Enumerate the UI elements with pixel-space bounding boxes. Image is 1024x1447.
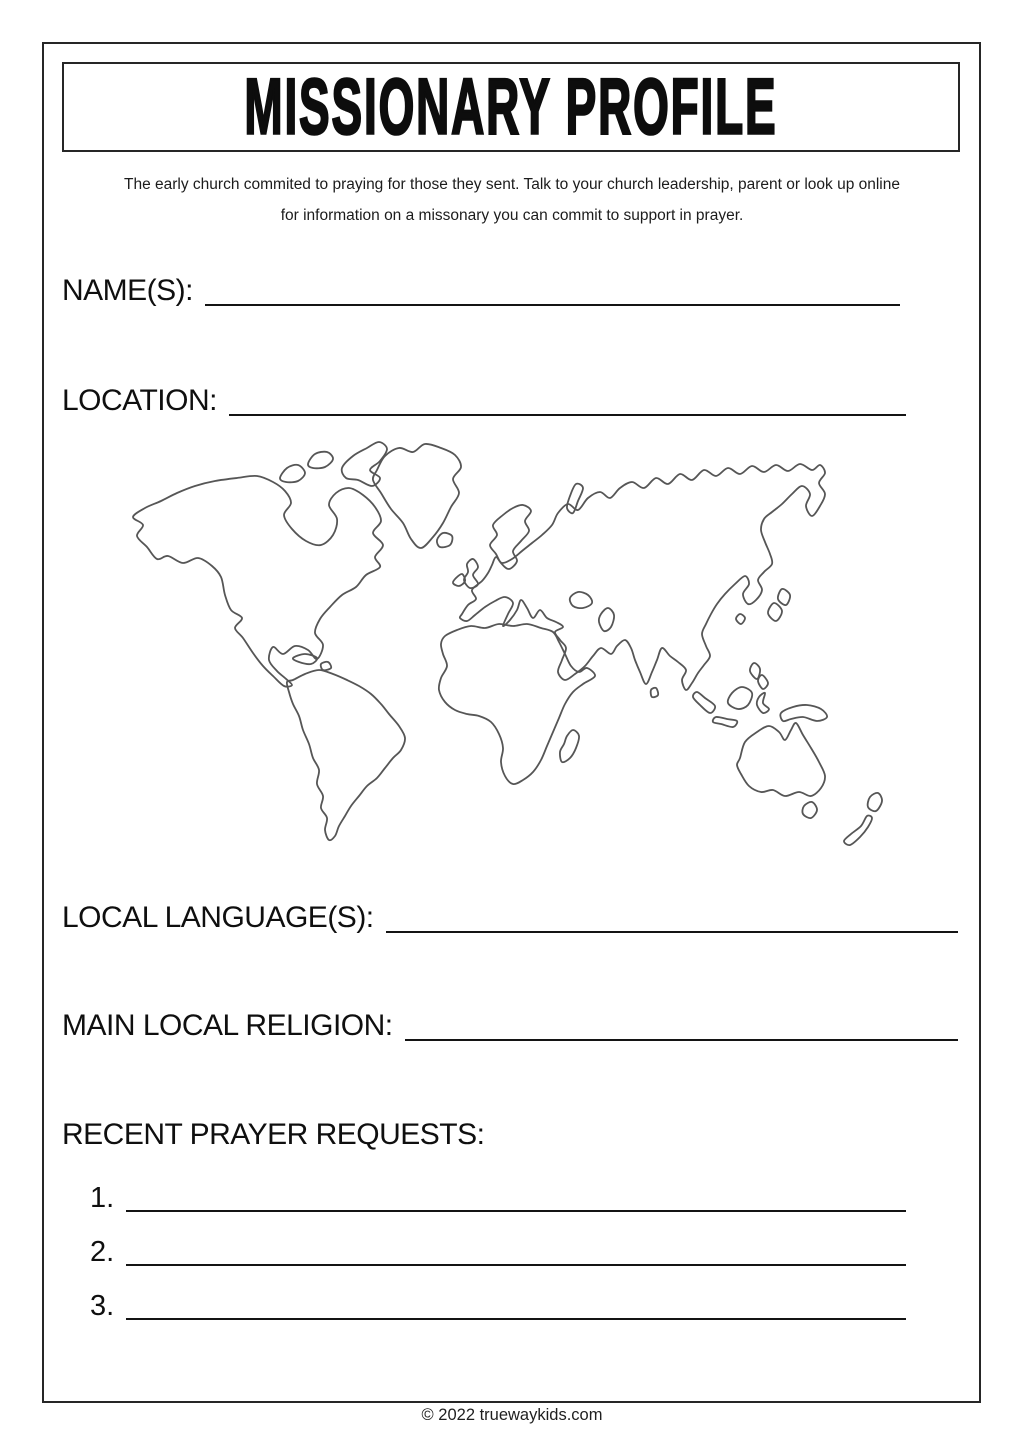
prayer-request-number-1: 1. <box>90 1182 115 1214</box>
map-landmass-outline <box>560 730 579 762</box>
intro-line-2: for information on a missonary you can commit to support in prayer. <box>280 207 744 224</box>
intro-text <box>62 169 962 231</box>
map-landmass-outline <box>437 533 453 547</box>
map-landmass-outline <box>693 692 715 713</box>
map-landmass-outline <box>868 793 882 811</box>
location-field <box>62 384 906 419</box>
prayer-requests-label: RECENT PRAYER REQUESTS: <box>62 1118 485 1151</box>
map-landmass-outline <box>133 476 383 687</box>
map-landmass-outline <box>758 675 768 689</box>
prayer-request-line-3 <box>126 1318 906 1320</box>
footer-credit: © 2022 truewaykids.com <box>421 1406 603 1424</box>
prayer-request-number-3: 3. <box>90 1290 115 1322</box>
map-landmass-outline <box>757 693 769 713</box>
religion-field <box>62 1009 958 1044</box>
map-landmass-outline <box>599 608 614 631</box>
map-landmass-outline <box>737 723 825 796</box>
map-landmass-outline <box>713 717 737 727</box>
name-field <box>62 274 900 309</box>
map-landmass-outline <box>439 624 595 784</box>
map-landmass-outline <box>293 654 317 664</box>
religion-write-line <box>405 1039 958 1041</box>
language-label: LOCAL LANGUAGE(S): <box>62 901 374 934</box>
prayer-request-line-1 <box>126 1210 906 1212</box>
language-field <box>62 901 958 936</box>
prayer-request-row-2 <box>90 1236 906 1269</box>
map-landmass-outline <box>321 662 331 670</box>
map-landmass-outline <box>844 816 872 846</box>
title-box <box>62 62 960 152</box>
prayer-request-line-2 <box>126 1264 906 1266</box>
map-landmass-outline <box>373 444 461 548</box>
page-title: MISSIONARY PROFILE <box>244 62 778 151</box>
religion-label: MAIN LOCAL RELIGION: <box>62 1009 393 1042</box>
world-map <box>115 418 925 878</box>
map-landmass-outline <box>651 688 658 697</box>
map-landmass-outline <box>460 464 825 690</box>
map-landmass-outline <box>802 802 817 818</box>
map-landmass-outline <box>308 452 333 469</box>
intro-line-1: The early church commited to praying for those they sent. Talk to your church leadership, parent or look up online <box>124 176 900 193</box>
prayer-request-row-1 <box>90 1182 906 1215</box>
map-landmass-outline <box>280 465 305 483</box>
name-write-line <box>205 304 900 306</box>
prayer-request-number-2: 2. <box>90 1236 115 1268</box>
prayer-request-row-3 <box>90 1290 906 1323</box>
location-label: LOCATION: <box>62 384 217 417</box>
language-write-line <box>386 931 958 933</box>
map-landmass-outline <box>780 705 827 721</box>
map-landmass-outline <box>464 559 478 588</box>
name-label: NAME(S): <box>62 274 193 307</box>
world-map-svg <box>115 418 925 878</box>
map-landmass-outline <box>570 592 592 608</box>
map-landmass-outline <box>736 614 745 624</box>
map-landmass-outline <box>287 670 405 840</box>
map-landmass-outline <box>728 687 752 709</box>
location-write-line <box>229 414 906 416</box>
map-landmass-outline <box>778 589 790 605</box>
map-landmass-outline <box>768 603 782 621</box>
